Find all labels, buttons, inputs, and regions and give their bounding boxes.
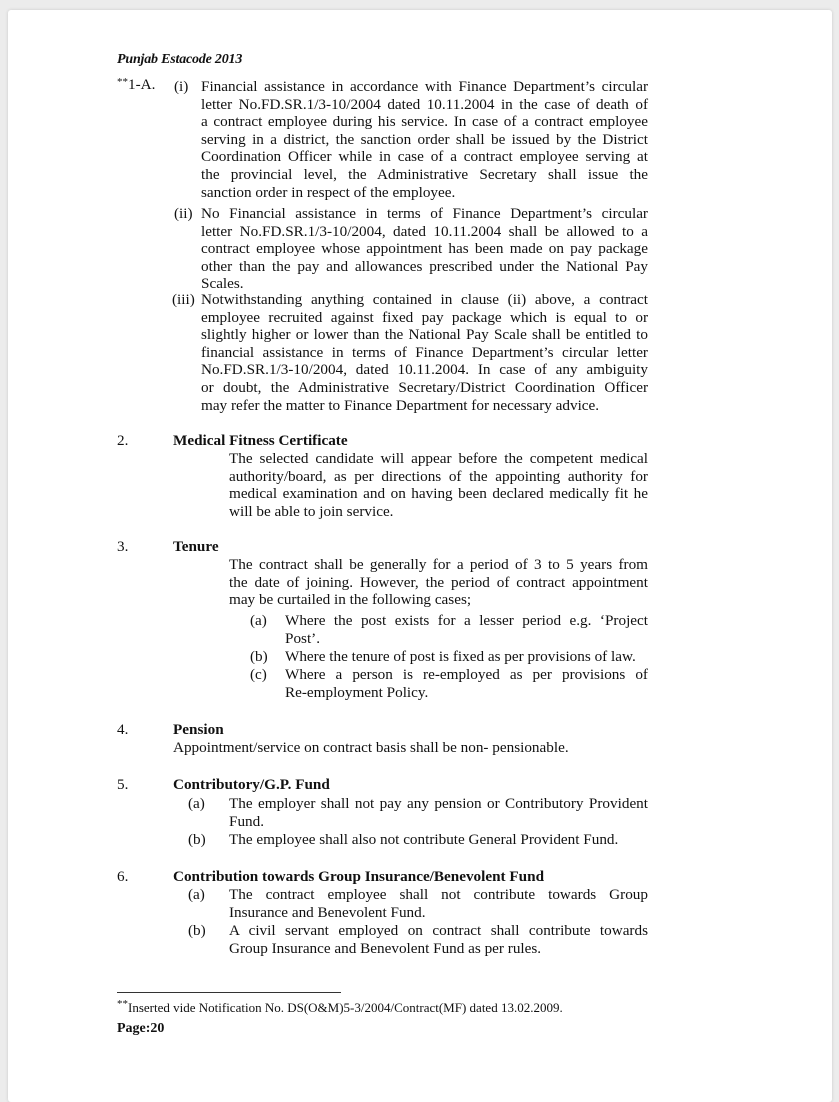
text-line: the provincial level, the Administrative Secretary shall issue the xyxy=(201,165,648,183)
text-line: Post’. xyxy=(285,629,321,647)
sub-item-number: (b) xyxy=(250,648,268,665)
text-line: will be able to join service. xyxy=(229,502,394,520)
text-line: Financial assistance in accordance with Finance Department’s circular xyxy=(201,78,648,95)
section-number: 4. xyxy=(117,721,129,738)
sub-item-text: Where the tenure of post is fixed as per provisions of law. xyxy=(285,648,636,665)
sub-item-number: (b) xyxy=(188,922,206,939)
text-line: Group Insurance and Benevolent Fund as per rules. xyxy=(229,939,542,957)
sub-item-text xyxy=(229,886,648,921)
clause-number: (ii) xyxy=(174,205,193,222)
text-line: sanction order in respect of the employee. xyxy=(201,183,456,201)
text-line: the date of joining. However, the period of contract appointment xyxy=(229,573,648,591)
text-line: Insurance and Benevolent Fund. xyxy=(229,903,426,921)
text-line: The contract employee shall not contribute towards Group xyxy=(229,886,648,903)
text-line: Where a person is re-employed as per provisions of xyxy=(285,666,648,683)
section-number: 3. xyxy=(117,538,129,555)
footnote xyxy=(117,1000,563,1016)
sub-item-number: (a) xyxy=(188,886,205,903)
text-line: authority/board, as per directions of the appointing authority for xyxy=(229,467,648,485)
text-line: employee recruited against fixed pay package which is equal to or xyxy=(201,308,648,326)
text-line: slightly higher or lower than the National Pay Scale shall be entitled to xyxy=(201,326,648,344)
section-number: 5. xyxy=(117,776,129,793)
footnote-marker: ** xyxy=(117,998,128,1010)
text-line: The contract shall be generally for a period of 3 to 5 years from xyxy=(229,556,648,573)
clause-number: (iii) xyxy=(172,291,195,308)
clause-number: (i) xyxy=(174,78,189,95)
text-line: Fund. xyxy=(229,812,265,830)
text-line: Re-employment Policy. xyxy=(285,683,429,701)
clause-ii-text xyxy=(201,205,648,293)
text-line: financial assistance in terms of Finance Department’s circular letter xyxy=(201,343,648,361)
section-1a-number: 1-A. xyxy=(128,76,156,93)
text-line: The selected candidate will appear before the competent medical xyxy=(229,450,648,467)
text-line: No.FD.SR.1/3-10/2004, dated 10.11.2004. In case of any ambiguity xyxy=(201,361,648,379)
text-line: serving in a district, the sanction order shall be issued by the District xyxy=(201,130,648,148)
footnote-divider xyxy=(117,992,341,993)
sub-item-text xyxy=(229,795,648,830)
text-line: a contract employee during his service. In case of a contract employee xyxy=(201,113,648,131)
section-2-body xyxy=(229,450,648,520)
sub-item-text xyxy=(229,922,648,957)
text-line: Scales. xyxy=(201,275,244,293)
sub-item-number: (c) xyxy=(250,666,267,683)
section-title: Contribution towards Group Insurance/Benevolent Fund xyxy=(173,868,545,885)
footnote-text: Inserted vide Notification No. DS(O&M)5-3/2004/Contract(MF) dated 13.02.2009. xyxy=(128,1000,563,1015)
section-title: Medical Fitness Certificate xyxy=(173,432,348,449)
text-line: other than the pay and allowances prescribed under the National Pay xyxy=(201,257,648,275)
text-line: may be curtailed in the following cases; xyxy=(229,591,472,609)
sub-item-number: (a) xyxy=(250,612,267,629)
text-line: The employer shall not pay any pension or Contributory Provident xyxy=(229,795,648,812)
text-line: medical examination and on having been declared medically fit he xyxy=(229,485,648,503)
text-line: letter No.FD.SR.1/3-10/2004 dated 10.11.2004 in the case of death of xyxy=(201,95,648,113)
page-number: Page:20 xyxy=(117,1021,165,1036)
text-line: Notwithstanding anything contained in clause (ii) above, a contract xyxy=(201,291,648,308)
section-3-body xyxy=(229,556,648,609)
text-line: A civil servant employed on contract shall contribute towards xyxy=(229,922,648,939)
text-line: contract employee whose appointment has been made on pay package xyxy=(201,240,648,258)
sub-item-text: The employee shall also not contribute General Provident Fund. xyxy=(229,831,619,848)
text-line: may refer the matter to Finance Department for necessary advice. xyxy=(201,396,600,414)
section-4-body: Appointment/service on contract basis shall be non- pensionable. xyxy=(173,739,569,756)
sub-item-text xyxy=(285,612,648,647)
sub-item-number: (b) xyxy=(188,831,206,848)
running-header: Punjab Estacode 2013 xyxy=(117,52,243,67)
section-1a-label xyxy=(117,76,155,94)
text-line: letter No.FD.SR.1/3-10/2004, dated 10.11.2004 shall be allowed to a xyxy=(201,222,648,240)
insertion-marker: ** xyxy=(117,76,128,88)
sub-item-text xyxy=(285,666,648,701)
section-title: Contributory/G.P. Fund xyxy=(173,776,330,793)
clause-iii-text xyxy=(201,291,648,414)
section-title: Pension xyxy=(173,721,224,738)
clause-i-text xyxy=(201,78,648,201)
text-line: or doubt, the Administrative Secretary/District Coordination Officer xyxy=(201,378,648,396)
section-number: 6. xyxy=(117,868,129,885)
sub-item-number: (a) xyxy=(188,795,205,812)
section-title: Tenure xyxy=(173,538,219,555)
text-line: Coordination Officer while in case of a contract employee serving at xyxy=(201,148,648,166)
text-line: No Financial assistance in terms of Finance Department’s circular xyxy=(201,205,648,222)
section-number: 2. xyxy=(117,432,129,449)
text-line: Where the post exists for a lesser period e.g. ‘Project xyxy=(285,612,648,629)
